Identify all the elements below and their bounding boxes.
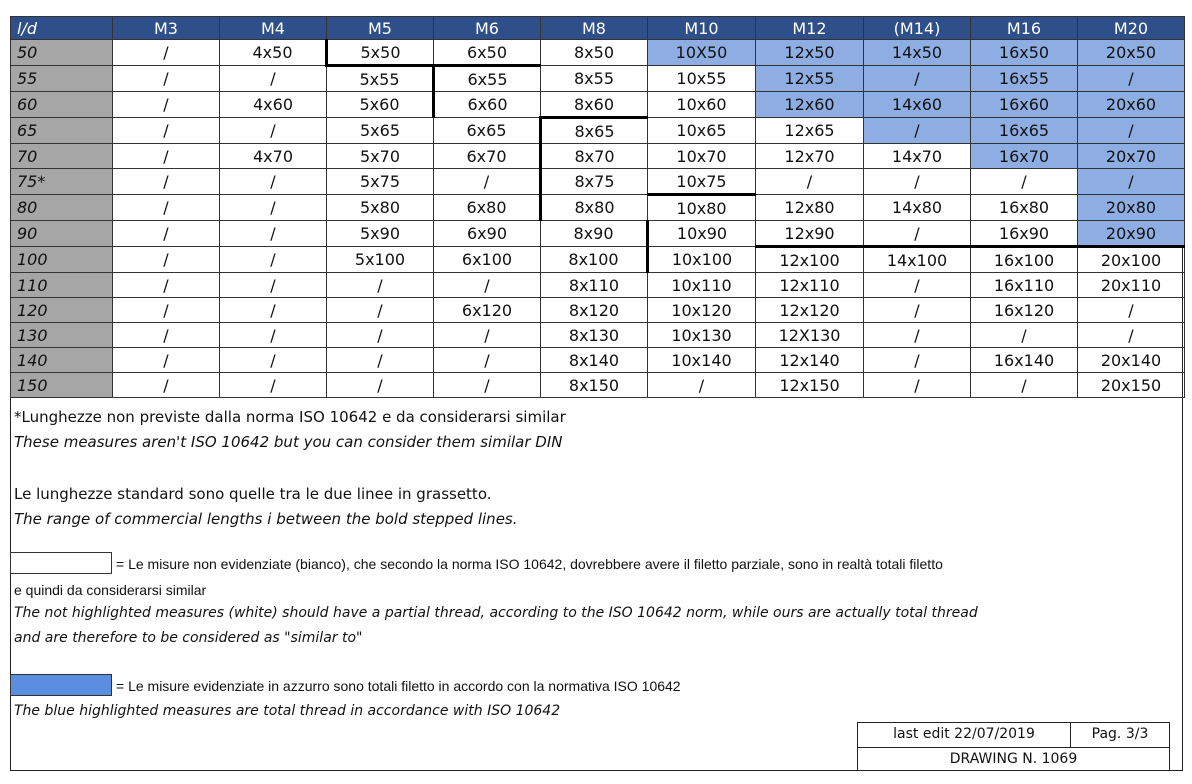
row-length: 55 [11,66,113,92]
blue-swatch [10,674,112,696]
legend-white-it-2: e quindi da considerarsi similar [14,582,207,598]
row-length: 90 [11,221,113,247]
table-cell: 16x55 [971,66,1078,92]
table-cell: / [1078,298,1185,323]
table-cell: 12x80 [756,195,864,221]
table-cell: 8x75 [541,169,648,195]
table-cell: / [864,348,971,373]
table-cell: 5x80 [327,195,434,221]
row-length: 50 [11,40,113,66]
last-edit: last edit 22/07/2019 [857,722,1071,748]
table-cell: 12x55 [756,66,864,92]
table-cell: / [113,169,220,195]
table-cell: 5x70 [327,144,434,169]
table-cell: 14x50 [864,40,971,66]
table-cell: 6x50 [434,40,541,66]
header-size: (M14) [864,17,971,40]
table-cell: 6x90 [434,221,541,247]
table-cell: / [220,118,327,144]
table-cell: / [113,273,220,298]
table-cell: 12x150 [756,373,864,398]
table-cell: / [327,298,434,323]
note-standard-range: Le lunghezze standard sono quelle tra le due linee in grassetto. [14,485,492,503]
header-size: M5 [327,17,434,40]
row-length: 60 [11,92,113,118]
table-cell: / [864,373,971,398]
table-cell: / [1078,66,1185,92]
table-cell: / [756,169,864,195]
table-cell: 14x100 [864,247,971,273]
table-cell: / [434,373,541,398]
table-cell: 10X50 [648,40,756,66]
header-size: M6 [434,17,541,40]
table-cell: 16x90 [971,221,1078,247]
table-cell: 5x100 [327,247,434,273]
table-cell: 20x150 [1078,373,1185,398]
table-cell: / [434,169,541,195]
table-cell: / [113,323,220,348]
table-cell: 8x50 [541,40,648,66]
table-row [11,92,1185,118]
table-cell: 10x130 [648,323,756,348]
table-cell: 5x75 [327,169,434,195]
note-standard-range-en: The range of commercial lengths i between the bold stepped lines. [14,510,518,528]
table-cell: 5x50 [327,40,434,66]
table-row [11,169,1185,195]
table-cell: 12x110 [756,273,864,298]
table-cell: 16x60 [971,92,1078,118]
header-row [11,17,1185,40]
table-cell: / [113,298,220,323]
table-cell: 16x140 [971,348,1078,373]
table-cell: 10x120 [648,298,756,323]
table-cell: 8x55 [541,66,648,92]
table-cell: 10x70 [648,144,756,169]
table-cell: / [864,273,971,298]
table-cell: 16x100 [971,247,1078,273]
table-cell: 8x140 [541,348,648,373]
drawing-number: DRAWING N. 1069 [857,747,1170,771]
table-row [11,298,1185,323]
row-length: 140 [11,348,113,373]
header-ld: l/d [11,17,113,40]
table-cell: 6x55 [434,66,541,92]
table-cell: 5x55 [327,66,434,92]
table-cell: 20x80 [1078,195,1185,221]
table-cell: 8x80 [541,195,648,221]
table-cell: 10x60 [648,92,756,118]
table-cell: / [113,40,220,66]
table-cell: 20x100 [1078,247,1185,273]
table-cell: 10x55 [648,66,756,92]
table-cell: 14x70 [864,144,971,169]
table-cell: 12x120 [756,298,864,323]
table-cell: / [113,92,220,118]
table-cell: 12x90 [756,221,864,247]
table-cell: 8x130 [541,323,648,348]
table-cell: / [113,247,220,273]
table-cell: 10x140 [648,348,756,373]
table-cell: / [220,195,327,221]
table-cell: 12x60 [756,92,864,118]
table-cell: 5x65 [327,118,434,144]
white-swatch [10,552,112,574]
table-cell: 20x140 [1078,348,1185,373]
legend-blue-en: The blue highlighted measures are total thread in accordance with ISO 10642 [14,703,561,719]
table-cell: 16x120 [971,298,1078,323]
table-cell: / [220,298,327,323]
table-cell: / [864,118,971,144]
table-cell: 8x65 [541,118,648,144]
table-cell: / [113,195,220,221]
table-row [11,195,1185,221]
row-length: 120 [11,298,113,323]
table-cell: 10x65 [648,118,756,144]
table-cell: / [864,298,971,323]
header-size: M4 [220,17,327,40]
table-cell: / [1078,323,1185,348]
table-cell: / [220,247,327,273]
table-cell: 12x65 [756,118,864,144]
table-cell: 14x80 [864,195,971,221]
table-cell: 16x70 [971,144,1078,169]
table-cell: / [327,373,434,398]
legend-white-en-2: and are therefore to be considered as "similar to" [14,630,363,646]
row-length: 65 [11,118,113,144]
table-cell: 20x110 [1078,273,1185,298]
table-cell: 4x60 [220,92,327,118]
table-cell: / [113,373,220,398]
table-cell: / [113,66,220,92]
table-cell: 14x60 [864,92,971,118]
table-cell: / [220,273,327,298]
table-cell: 6x70 [434,144,541,169]
table-cell: / [220,221,327,247]
row-length: 130 [11,323,113,348]
table-row [11,66,1185,92]
table-cell: 20x50 [1078,40,1185,66]
table-cell: / [113,144,220,169]
table-cell: / [327,348,434,373]
table-cell: 8x150 [541,373,648,398]
row-length: 80 [11,195,113,221]
table-cell: / [220,169,327,195]
table-cell: 6x60 [434,92,541,118]
legend-blue-it: = Le misure evidenziate in azzurro sono totali filetto in accordo con la normativa ISO 10642 [116,678,681,694]
table-row [11,323,1185,348]
table-cell: 16x80 [971,195,1078,221]
row-length: 150 [11,373,113,398]
note-not-iso: *Lunghezze non previste dalla norma ISO 10642 e da considerarsi similar [14,408,566,426]
table-cell: 10x80 [648,195,756,221]
table-cell: 8x110 [541,273,648,298]
table-row [11,118,1185,144]
table-cell: / [648,373,756,398]
table-cell: 12x100 [756,247,864,273]
table-row [11,247,1185,273]
table-row [11,348,1185,373]
table-cell: / [220,66,327,92]
table-cell: 20x70 [1078,144,1185,169]
table-cell: 4x50 [220,40,327,66]
table-cell: / [864,221,971,247]
table-row [11,144,1185,169]
table-cell: / [1078,169,1185,195]
table-cell: / [864,323,971,348]
table-cell: / [1078,118,1185,144]
table-cell: 8x100 [541,247,648,273]
table-cell: / [220,373,327,398]
table-cell: / [220,323,327,348]
table-cell: / [971,373,1078,398]
table-cell: / [327,323,434,348]
legend-white-it: = Le misure non evidenziate (bianco), che secondo la norma ISO 10642, dovrebbere avere il filetto parziale, sono in realtà totali filetto [116,556,943,572]
header-size: M12 [756,17,864,40]
row-length: 100 [11,247,113,273]
table-cell: 20x90 [1078,221,1185,247]
table-cell: 6x100 [434,247,541,273]
table-cell: 8x70 [541,144,648,169]
table-cell: 16x65 [971,118,1078,144]
table-cell: / [113,348,220,373]
table-cell: / [113,221,220,247]
table-cell: 5x90 [327,221,434,247]
table-cell: 8x120 [541,298,648,323]
table-cell: 5x60 [327,92,434,118]
table-cell: / [327,273,434,298]
table-cell: 10x75 [648,169,756,195]
header-size: M3 [113,17,220,40]
table-cell: / [113,118,220,144]
table-cell: 6x80 [434,195,541,221]
table-cell: / [434,323,541,348]
table-cell: / [434,273,541,298]
table-row [11,373,1185,398]
table-cell: 6x120 [434,298,541,323]
table-cell: / [971,323,1078,348]
row-length: 75* [11,169,113,195]
table-cell: / [434,348,541,373]
table-cell: 8x60 [541,92,648,118]
table-cell: 12x140 [756,348,864,373]
row-length: 70 [11,144,113,169]
table-cell: / [220,348,327,373]
row-length: 110 [11,273,113,298]
header-size: M10 [648,17,756,40]
table-cell: 16x50 [971,40,1078,66]
header-size: M20 [1078,17,1185,40]
page-number: Pag. 3/3 [1070,722,1170,748]
note-not-iso-en: These measures aren't ISO 10642 but you can consider them similar DIN [14,433,563,451]
table-cell: / [971,169,1078,195]
table-row [11,273,1185,298]
table-cell: 12x50 [756,40,864,66]
table-cell: / [864,66,971,92]
table-cell: 8x90 [541,221,648,247]
table-cell: 12X130 [756,323,864,348]
table-cell: 10x110 [648,273,756,298]
table-cell: 4x70 [220,144,327,169]
size-table [10,16,1185,398]
table-row [11,221,1185,247]
table-row [11,40,1185,66]
table-cell: 10x100 [648,247,756,273]
table-cell: 10x90 [648,221,756,247]
header-size: M8 [541,17,648,40]
table-cell: / [864,169,971,195]
legend-white-en: The not highlighted measures (white) should have a partial thread, according to the ISO 10642 norm, while ours are actually total thread [14,605,978,621]
table-cell: 16x110 [971,273,1078,298]
table-cell: 6x65 [434,118,541,144]
header-size: M16 [971,17,1078,40]
table-cell: 12x70 [756,144,864,169]
table-cell: 20x60 [1078,92,1185,118]
